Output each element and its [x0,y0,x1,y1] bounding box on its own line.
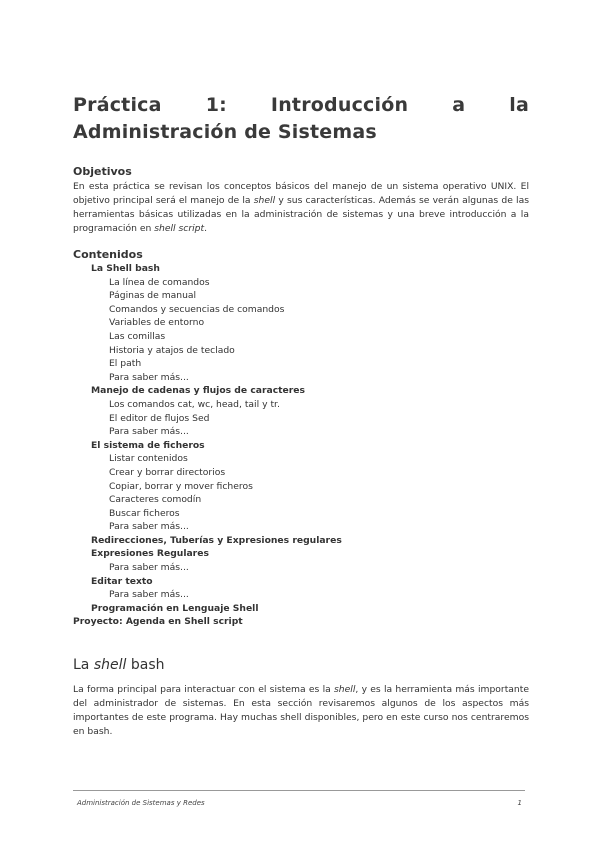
toc-item[interactable]: La Shell bash [91,263,160,274]
toc-item[interactable]: Editar texto [91,575,153,587]
toc-item[interactable]: El editor de flujos Sed [109,412,210,424]
toc-item[interactable]: Caracteres comodín [109,494,202,506]
section-paragraph [73,683,529,739]
footer-divider [73,790,525,791]
section-heading-post: bash [126,657,165,673]
footer-course-name: Administración de Sistemas y Redes [77,799,205,807]
toc-item[interactable]: Las comillas [109,330,166,342]
section-text-2: , y es la herramienta más importante del administrador de sistemas. En esta sección revisaremos algunos de los aspectos más importantes de este programa. Hay muchas shell disponibles, pero en este curso nos centraremos en bash. [73,684,530,737]
toc-item[interactable]: Crear y borrar directorios [109,466,226,478]
contents-heading: Contenidos [73,248,143,261]
toc-item[interactable]: Para saber más... [109,562,189,574]
objectives-text-2: y sus características. Además se verán algunas de las herramientas básicas utilizadas en la administración de sistemas y una breve introducción a la programación en [73,195,530,234]
toc-item[interactable]: Para saber más... [109,589,189,601]
page-title: Práctica 1: Introducción a la Administración de Sistemas [73,94,529,143]
toc-item[interactable]: Expresiones Regulares [91,548,209,560]
toc-item[interactable]: Programación en Lenguaje Shell [91,602,259,614]
toc-item[interactable]: La línea de comandos [109,276,210,288]
toc-item[interactable]: Para saber más... [109,426,189,438]
objectives-emphasis-shell-script: shell script [154,223,205,234]
toc-item[interactable]: Variables de entorno [109,317,205,329]
footer-page-number: 1 [517,799,522,807]
section-heading-emphasis: shell [93,657,127,673]
toc-item[interactable]: Los comandos cat, wc, head, tail y tr. [109,398,280,410]
toc-item[interactable]: Historia y atajos de teclado [109,344,235,356]
toc-item[interactable]: Copiar, borrar y mover ficheros [109,480,253,492]
objectives-emphasis-shell: shell [253,195,276,206]
toc-item[interactable]: Comandos y secuencias de comandos [109,303,285,315]
toc-item[interactable]: Manejo de cadenas y flujos de caracteres [91,385,305,397]
table-of-contents [73,262,533,629]
toc-item[interactable]: Proyecto: Agenda en Shell script [73,616,243,628]
section-text-1: La forma principal para interactuar con el sistema es la [73,684,335,695]
objectives-text-1: En esta práctica se revisan los conceptos básicos del manejo de un sistema operativo UNIX. El objetivo principal será el manejo de la [73,181,529,206]
toc-item[interactable]: Para saber más... [109,371,189,383]
toc-item[interactable]: El sistema de ficheros [91,439,205,451]
toc-item[interactable]: Redirecciones, Tuberías y Expresiones regulares [91,534,342,546]
toc-item[interactable]: Buscar ficheros [109,507,180,519]
toc-item[interactable]: El path [109,358,142,370]
objectives-heading: Objetivos [73,165,132,178]
toc-item[interactable]: Listar contenidos [109,453,188,465]
toc-item[interactable]: Páginas de manual [109,290,197,302]
objectives-paragraph [73,180,529,236]
section-heading-pre: La [73,657,94,673]
objectives-text-3: . [204,223,208,234]
section-emphasis-shell: shell [334,684,356,695]
section-heading [73,657,165,673]
toc-item[interactable]: Para saber más... [109,521,189,533]
